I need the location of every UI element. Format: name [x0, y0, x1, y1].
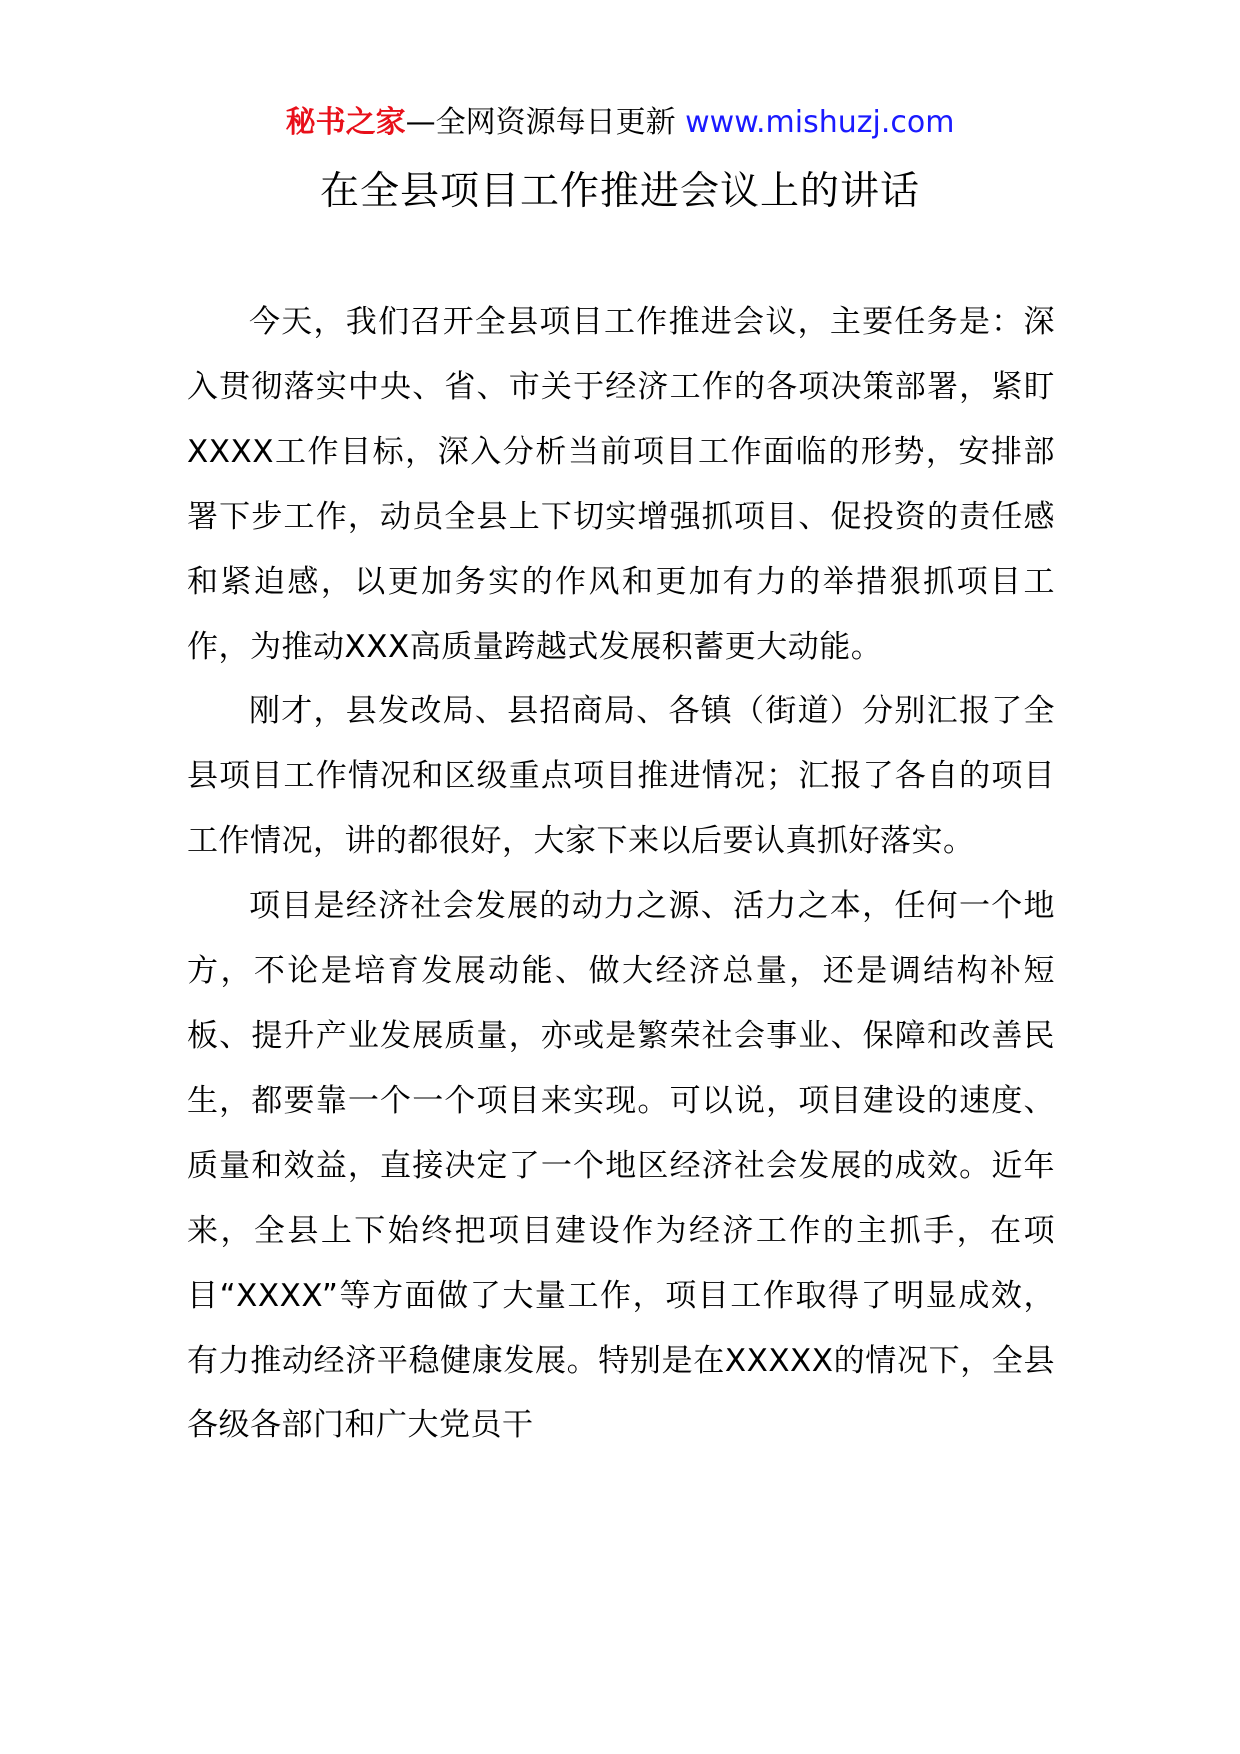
document-title: 在全县项目工作推进会议上的讲话: [319, 169, 920, 214]
header-tagline: —全网资源每日更新: [405, 105, 686, 140]
document-body: [187, 290, 1055, 1458]
paragraph: 今天，我们召开全县项目工作推进会议，主要任务是：深入贯彻落实中央、省、市关于经济工作的各项决策部署，紧盯XXXX工作目标，深入分析当前项目工作面临的形势，安排部署下步工作，动员全县上下切实增强抓项目、促投资的责任感和紧迫感，以更加务实的作风和更加有力的举措狠抓项目工作，为推动XXX高质量跨越式发展积蓄更大动能。: [187, 304, 1055, 665]
site-header: [0, 98, 1240, 148]
paragraph: 刚才，县发改局、县招商局、各镇（街道）分别汇报了全县项目工作情况和区级重点项目推进情况；汇报了各自的项目工作情况，讲的都很好，大家下来以后要认真抓好落实。: [187, 693, 1055, 860]
brand-name: 秘书之家: [285, 105, 406, 140]
paragraph: 项目是经济社会发展的动力之源、活力之本，任何一个地方，不论是培育发展动能、做大经济总量，还是调结构补短板、提升产业发展质量，亦或是繁荣社会事业、保障和改善民生，都要靠一个一个项目来实现。可以说，项目建设的速度、质量和效益，直接决定了一个地区经济社会发展的成效。近年来，全县上下始终把项目建设作为经济工作的主抓手，在项目“XXXX”等方面做了大量工作，项目工作取得了明显成效，有力推动经济平稳健康发展。特别是在XXXXX的情况下，全县各级各部门和广大党员干: [187, 888, 1055, 1444]
site-link[interactable]: www.mishuzj.com: [685, 105, 955, 140]
